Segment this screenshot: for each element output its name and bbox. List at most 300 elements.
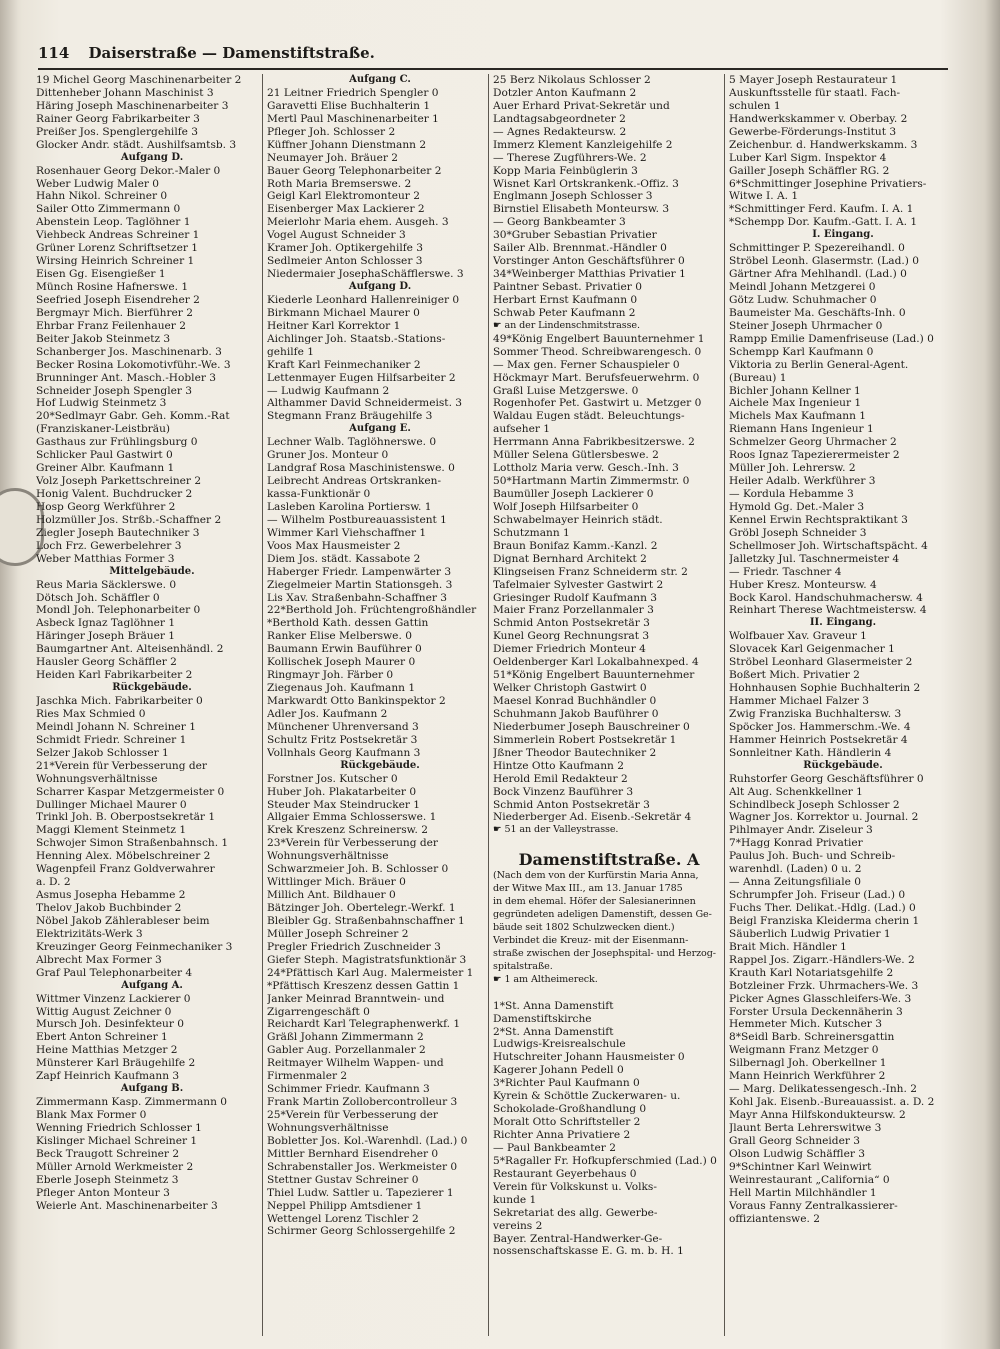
directory-entry: Haberger Friedr. Lampenwärter 3	[267, 565, 452, 578]
directory-entry: Wirsing Heinrich Schreiner 1	[36, 255, 195, 268]
directory-entry: Voraus Fanny Zentralkassierer-	[729, 1199, 898, 1212]
directory-entry: Sommer Theod. Schreibwarengesch. 0	[493, 345, 702, 358]
directory-entry: — Agnes Redakteursw. 2	[493, 125, 627, 138]
directory-entry: Hymold Gg. Det.-Maler 3	[729, 500, 865, 513]
directory-entry: 49*König Engelbert Bauunternehmer 1	[493, 332, 705, 345]
directory-entry: Rampp Emilie Damenfriseuse (Lad.) 0	[729, 332, 934, 345]
directory-entry: Hohnhausen Sophie Buchhalterin 2	[729, 682, 921, 695]
directory-entry: 21*Verein für Verbesserung der	[36, 759, 207, 772]
directory-entry: Kiederle Leonhard Hallenreiniger 0	[267, 293, 460, 306]
directory-entry: Lottholz Maria verw. Gesch.-Inh. 3	[493, 462, 679, 475]
directory-entry: Heiler Adalb. Werkführer 3	[729, 475, 876, 488]
directory-entry: Weinrestaurant „California“ 0	[729, 1173, 890, 1186]
directory-entry: Stegmann Franz Bräugehilfe 3	[267, 410, 433, 423]
street-note: (Nach dem von der Kurfürstin Maria Anna,	[493, 870, 699, 882]
directory-entry: Wimmer Karl Viehschaffner 1	[267, 526, 427, 539]
directory-entry: Birnstiel Elisabeth Monteursw. 3	[493, 203, 670, 216]
directory-entry: Ruhstorfer Georg Geschäftsführer 0	[729, 772, 924, 785]
directory-entry: Schuhmann Jakob Bauführer 0	[493, 707, 659, 720]
directory-entry: aufseher 1	[493, 423, 551, 436]
directory-entry: Ziegenaus Joh. Kaufmann 1	[267, 682, 416, 695]
directory-entry: Wittig August Zeichner 0	[36, 1005, 172, 1018]
directory-entry: Bock Vinzenz Bauführer 3	[493, 785, 634, 798]
directory-entry: 34*Weinberger Matthias Privatier 1	[493, 268, 686, 281]
directory-entry: Grüner Lorenz Schriftsetzer 1	[36, 242, 199, 255]
directory-entry: Zigarrengeschäft 0	[267, 1005, 370, 1018]
directory-entry: Rappel Jos. Zigarr.-Händlers-We. 2	[729, 953, 915, 966]
directory-entry: Schwab Peter Kaufmann 2	[493, 306, 636, 319]
directory-entry: Dullinger Michael Maurer 0	[36, 798, 187, 811]
directory-entry: Vogel August Schneider 3	[267, 229, 406, 242]
directory-entry: Dignat Bernhard Architekt 2	[493, 552, 647, 565]
directory-entry: 21 Leitner Friedrich Spengler 0	[267, 86, 439, 99]
directory-entry: Bergmayr Mich. Bierführer 2	[36, 306, 193, 319]
directory-entry: Aichele Max Ingenieur 1	[729, 397, 862, 410]
directory-entry: Jlaunt Berta Lehrerswitwe 3	[729, 1121, 882, 1134]
directory-entry: Huber Joh. Plakatarbeiter 0	[267, 785, 417, 798]
directory-entry: Wolfbauer Xav. Graveur 1	[729, 630, 867, 643]
directory-entry: Schneider Joseph Spengler 3	[36, 384, 193, 397]
directory-entry: Wettengel Lorenz Tischler 2	[267, 1212, 419, 1225]
directory-entry: Eisenberger Max Lackierer 2	[267, 203, 425, 216]
directory-entry: Gräßl Johann Zimmermann 2	[267, 1031, 424, 1044]
section-heading: Aufgang D.	[120, 151, 184, 163]
directory-entry: Viktoria zu Berlin General-Agent.	[729, 358, 909, 371]
directory-entry: Schmid Anton Postsekretär 3	[493, 617, 650, 630]
directory-entry: *Berthold Kath. dessen Gattin	[267, 617, 429, 630]
directory-entry: Schultz Fritz Postsekretär 3	[267, 733, 418, 746]
directory-entry: — Therese Zugführers-We. 2	[493, 151, 647, 164]
directory-entry: Slovacek Karl Geigenmacher 1	[729, 643, 895, 656]
directory-entry: Markwardt Otto Bankinspektor 2	[267, 695, 446, 707]
directory-entry: Wolf Joseph Hilfsarbeiter 0	[493, 500, 639, 513]
street-heading: Damenstiftstraße. A	[518, 850, 700, 870]
street-note: ☛ 1 am Altheimereck.	[493, 973, 598, 985]
directory-entry: 2*St. Anna Damenstift	[493, 1025, 614, 1038]
directory-entry: Baumann Erwin Bauführer 0	[267, 643, 422, 656]
directory-entry: Weber Matthias Former 3	[36, 552, 175, 565]
directory-entry: Schwarzmeier Joh. B. Schlosser 0	[267, 863, 449, 876]
directory-entry: Gewerbe-Förderungs-Institut 3	[729, 125, 897, 138]
directory-entry: Schindlbeck Joseph Schlosser 2	[729, 798, 900, 811]
section-heading: Aufgang C.	[349, 74, 411, 85]
directory-entry: Bobletter Jos. Kol.-Warenhdl. (Lad.) 0	[267, 1134, 468, 1147]
directory-entry: Schwojer Simon Straßenbahnsch. 1	[36, 837, 229, 850]
header-rule	[38, 68, 948, 70]
directory-entry: Ranker Elise Melberswe. 0	[267, 630, 412, 643]
directory-entry: Brait Mich. Händler 1	[729, 940, 847, 953]
directory-entry: Hemmeter Mich. Kutscher 3	[729, 1018, 882, 1031]
directory-entry: — Kordula Hebamme 3	[729, 488, 854, 500]
directory-entry: Herbart Ernst Kaufmann 0	[493, 293, 638, 306]
directory-entry: — Paul Bankbeamter 2	[493, 1141, 616, 1154]
directory-entry: Verein für Volkskunst u. Volks-	[493, 1180, 657, 1193]
directory-entry: Weigmann Franz Metzger 0	[729, 1044, 879, 1057]
directory-entry: Trinkl Joh. B. Oberpostsekretär 1	[36, 811, 216, 824]
directory-entry: Eberle Joseph Steinmetz 3	[36, 1173, 179, 1186]
page-header	[38, 44, 938, 70]
directory-entry: Ströbel Leonh. Glasermstr. (Lad.) 0	[729, 255, 920, 268]
directory-entry: Ströbel Leonhard Glasermeister 2	[729, 656, 913, 669]
directory-entry: Jalletzky Jul. Taschnermeister 4	[729, 552, 900, 565]
directory-entry: *Schmittinger Ferd. Kaufm. I. A. 1	[729, 203, 914, 216]
directory-entry: Schwabelmayer Heinrich städt.	[493, 513, 663, 526]
directory-entry: Waldau Eugen städt. Beleuchtungs-	[493, 410, 685, 423]
directory-entry: Meindl Johann Metzgerei 0	[729, 281, 876, 293]
directory-entry: Paulus Joh. Buch- und Schreib-	[729, 850, 896, 863]
directory-entry: 7*Hagg Konrad Privatier	[729, 837, 863, 850]
directory-entry: Griesinger Rudolf Kaufmann 3	[493, 591, 658, 604]
directory-entry: Scharrer Kaspar Metzgermeister 0	[36, 785, 225, 798]
directory-entry: 6*Schmittinger Josephine Privatiers-	[729, 177, 927, 190]
section-heading: Aufgang D.	[348, 281, 412, 292]
directory-entry: Bock Karol. Handschuhmachersw. 4	[729, 591, 923, 604]
directory-entry: Schmelzer Georg Uhrmacher 2	[729, 436, 897, 449]
street-note: ☛ 51 an der Valleystrasse.	[493, 824, 619, 836]
directory-entry: Zeichenbur. d. Handwerkskamm. 3	[729, 138, 918, 151]
directory-entry: Säuberlich Ludwig Privatier 1	[729, 927, 891, 940]
street-note: Verbindet die Kreuz- mit der Eisenmann-	[493, 934, 689, 946]
directory-entry: Schirmer Georg Schlossergehilfe 2	[267, 1225, 456, 1238]
directory-entry: Kohl Jak. Eisenb.-Bureauassist. a. D. 2	[729, 1096, 935, 1109]
directory-entry: Münch Rosine Hafnerswe. 1	[36, 281, 189, 293]
directory-entry: Geigl Karl Elektromonteur 2	[267, 190, 420, 203]
directory-entry: Sonnleitner Kath. Händlerin 4	[729, 746, 892, 759]
directory-entry: Gärtner Afra Mehlhandl. (Lad.) 0	[729, 268, 907, 281]
directory-entry: Pregler Friedrich Zuschneider 3	[267, 940, 441, 953]
directory-entry: Gasthaus zur Frühlingsburg 0	[36, 436, 198, 449]
directory-entry: Rogenhofer Pet. Gastwirt u. Metzger 0	[493, 397, 702, 410]
directory-entry: Herold Emil Redakteur 2	[493, 772, 628, 785]
directory-entry: Zimmermann Kasp. Zimmermann 0	[36, 1096, 228, 1109]
directory-entry: Picker Agnes Glasschleifers-We. 3	[729, 992, 912, 1005]
directory-entry: Steiner Joseph Uhrmacher 0	[729, 319, 883, 332]
street-note: spitalstraße.	[493, 960, 553, 972]
directory-entry: Englmann Joseph Schlosser 3	[493, 190, 653, 203]
directory-entry: Dötsch Joh. Schäffler 0	[36, 591, 160, 604]
directory-entry: Garavetti Elise Buchhalterin 1	[267, 99, 431, 112]
directory-entry: Firmenmaler 2	[267, 1070, 348, 1083]
directory-entry: Krauth Karl Notariatsgehilfe 2	[729, 966, 894, 979]
directory-entry: schulen 1	[729, 99, 781, 112]
directory-entry: Landtagsabgeordneter 2	[493, 112, 626, 125]
directory-entry: — Friedr. Taschner 4	[729, 565, 842, 578]
directory-entry: Höckmayr Mart. Berufsfeuerwehrm. 0	[493, 371, 700, 384]
directory-entry: Diemer Friedrich Monteur 4	[493, 643, 646, 656]
directory-entry: Fuchs Ther. Delikat.-Hdlg. (Lad.) 0	[729, 902, 916, 914]
section-heading: Rückgebäude.	[340, 759, 420, 771]
directory-entry: — Marg. Delikatessengesch.-Inh. 2	[729, 1083, 917, 1096]
directory-column-1	[36, 74, 268, 1336]
directory-entry: Küffner Johann Dienstmann 2	[267, 138, 427, 151]
directory-entry: Maggi Klement Steinmetz 1	[36, 824, 187, 837]
directory-entry: Müller Arnold Werkmeister 2	[36, 1160, 194, 1173]
directory-entry: Roos Ignaz Tapezierermeister 2	[729, 449, 900, 462]
directory-entry: Pihlmayer Andr. Ziseleur 3	[729, 824, 873, 837]
directory-entry: Pfleger Joh. Schlosser 2	[267, 125, 396, 138]
directory-entry: Kyrein & Schöttle Zuckerwaren- u.	[493, 1090, 681, 1103]
directory-entry: Albrecht Max Former 3	[36, 953, 162, 966]
directory-entry: Moralt Otto Schriftsteller 2	[493, 1116, 641, 1129]
directory-entry: Ebert Anton Schreiner 1	[36, 1031, 168, 1044]
directory-entry: Schrumpfer Joh. Friseur (Lad.) 0	[729, 889, 906, 902]
directory-entry: Silbernagl Joh. Oberkellner 1	[729, 1057, 887, 1070]
directory-entry: Boßert Mich. Privatier 2	[729, 669, 860, 682]
directory-entry: 51*König Engelbert Bauunternehmer	[493, 669, 695, 682]
directory-entry: Münchener Uhrenversand 3	[267, 720, 419, 733]
directory-entry: Selzer Jakob Schlosser 1	[36, 746, 169, 759]
directory-entry: Hausler Georg Schäffler 2	[36, 656, 177, 669]
directory-entry: Bleibler Gg. Straßenbahnschaffner 1	[267, 914, 465, 927]
directory-entry: Michels Max Kaufmann 1	[729, 410, 867, 423]
page-title: Daiserstraße — Damenstiftstraße.	[88, 44, 375, 62]
directory-entry: Vollnhals Georg Kaufmann 3	[267, 746, 421, 759]
directory-entry: 25*Verein für Verbesserung der	[267, 1109, 438, 1121]
directory-entry: Mittler Bernhard Eisendreher 0	[267, 1147, 439, 1160]
directory-entry: Schimmer Friedr. Kaufmann 3	[267, 1083, 430, 1096]
street-note: bäude seit 1802 Schulzwecken dient.)	[493, 922, 675, 933]
street-note: der Witwe Max III., am 13. Januar 1785	[493, 883, 683, 895]
directory-entry: 22*Berthold Joh. Früchtengroßhändler	[267, 604, 477, 617]
directory-entry: Beck Traugott Schreiner 2	[36, 1147, 180, 1160]
directory-entry: Alt Aug. Schenkkellner 1	[729, 785, 863, 798]
directory-entry: Althammer David Schneidermeist. 3	[267, 397, 463, 410]
directory-entry: Häring Joseph Maschinenarbeiter 3	[36, 99, 229, 112]
directory-entry: Ludwigs-Kreisrealschule	[493, 1038, 626, 1051]
directory-entry: Mayr Anna Hilfskondukteursw. 2	[729, 1109, 906, 1121]
directory-entry: Müller Selena Gütlersbeswe. 2	[493, 449, 659, 462]
directory-entry: Kagerer Johann Pedell 0	[493, 1064, 624, 1077]
street-note: gegründeten adeligen Damenstift, dessen Ge-	[493, 909, 712, 921]
directory-entry: Maier Franz Porzellanmaler 3	[493, 604, 654, 617]
directory-entry: (Bureau) 1	[729, 371, 787, 384]
directory-entry: Roth Maria Bremserswe. 2	[267, 177, 412, 190]
directory-entry: Gruner Jos. Monteur 0	[267, 449, 389, 462]
section-heading: I. Eingang.	[812, 229, 874, 241]
directory-entry: 5*Ragaller Fr. Hofkupferschmied (Lad.) 0	[493, 1154, 717, 1167]
directory-entry: Schmittinger P. Spezereihandl. 0	[729, 242, 905, 255]
directory-entry: nossenschaftskasse E. G. m. b. H. 1	[493, 1245, 684, 1258]
directory-entry: Grall Georg Schneider 3	[729, 1134, 861, 1147]
directory-entry: Henning Alex. Möbelschreiner 2	[36, 850, 211, 863]
directory-entry: Baumeister Ma. Geschäfts-Inh. 0	[729, 306, 906, 319]
directory-entry: Wohnungsverhältnisse	[267, 850, 389, 863]
directory-entry: Kennel Erwin Rechtspraktikant 3	[729, 513, 908, 526]
directory-entry: Volz Joseph Parkettschreiner 2	[36, 475, 202, 488]
directory-entry: Lettenmayer Eugen Hilfsarbeiter 2	[267, 371, 456, 384]
directory-entry: 25 Berz Nikolaus Schlosser 2	[493, 74, 651, 86]
directory-entry: Auer Erhard Privat-Sekretär und	[493, 99, 670, 112]
directory-entry: Zapf Heinrich Kaufmann 3	[36, 1070, 180, 1083]
directory-entry: Kunel Georg Rechnungsrat 3	[493, 630, 650, 643]
directory-entry: Asmus Josepha Hebamme 2	[36, 889, 186, 902]
directory-entry: Richter Anna Privatiere 2	[493, 1129, 631, 1141]
directory-entry: Gailler Joseph Schäffler RG. 2	[729, 164, 890, 177]
directory-entry: Bayer. Zentral-Handwerker-Ge-	[493, 1232, 663, 1245]
directory-entry: Mertl Paul Maschinenarbeiter 1	[267, 112, 439, 125]
directory-entry: offiziantenswe. 2	[729, 1212, 820, 1225]
directory-entry: Welker Christoph Gastwirt 0	[493, 682, 647, 695]
directory-entry: Meierlohr Maria ehem. Ausgeh. 3	[267, 216, 449, 229]
directory-entry: Thelov Jakob Buchbinder 2	[36, 902, 182, 914]
directory-entry: Janker Meinrad Branntwein- und	[267, 992, 445, 1005]
directory-entry: Münsterer Karl Bräugehilfe 2	[36, 1057, 196, 1070]
directory-entry: a. D. 2	[36, 876, 71, 889]
directory-entry: Dittenheber Johann Maschinist 3	[36, 86, 214, 99]
directory-entry: Tafelmaier Sylvester Gastwirt 2	[493, 578, 664, 591]
directory-entry: Greiner Albr. Kaufmann 1	[36, 462, 175, 475]
directory-entry: Brunninger Ant. Masch.-Hobler 3	[36, 371, 217, 384]
directory-entry: Graßl Luise Metzgerswe. 0	[493, 384, 639, 397]
directory-column-2	[262, 74, 493, 1336]
directory-entry: Beiter Jakob Steinmetz 3	[36, 332, 171, 345]
directory-entry: Wenning Friedrich Schlosser 1	[36, 1121, 202, 1134]
directory-entry: — Georg Bankbeamter 3	[493, 216, 626, 229]
directory-entry: 24*Pfättisch Karl Aug. Malermeister 1	[267, 966, 474, 979]
directory-entry: Weber Ludwig Maler 0	[36, 177, 160, 190]
directory-entry: Schmid Anton Postsekretär 3	[493, 798, 650, 811]
directory-entry: Holzmüller Jos. Strßb.-Schaffner 2	[36, 513, 222, 526]
directory-entry: Mann Heinrich Werkführer 2	[729, 1070, 886, 1083]
directory-entry: Ziegelmeier Martin Stationsgeh. 3	[267, 578, 453, 591]
directory-entry: Lis Xav. Straßenbahn-Schaffner 3	[267, 591, 448, 604]
directory-entry: Paintner Sebast. Privatier 0	[493, 281, 642, 293]
directory-entry: Diem Jos. städt. Kassabote 2	[267, 552, 421, 565]
directory-entry: Becker Rosina Lokomotivführ.-We. 3	[36, 358, 231, 371]
directory-entry: 23*Verein für Verbesserung der	[267, 837, 438, 850]
directory-entry: Botzleiner Frzk. Uhrmachers-We. 3	[729, 979, 919, 992]
directory-entry: Allgaier Emma Schlosserswe. 1	[267, 811, 437, 824]
directory-entry: Immerz Klement Kanzleigehilfe 2	[493, 138, 673, 151]
street-note: straße zwischen der Josephspital- und Herzog-	[493, 947, 716, 959]
directory-entry: Rainer Georg Fabrikarbeiter 3	[36, 112, 200, 125]
directory-entry: 8*Seidl Barb. Schreinersgattin	[729, 1031, 895, 1044]
directory-entry: Meindl Johann N. Schreiner 1	[36, 720, 196, 733]
directory-entry: Jßner Theodor Bautechniker 2	[493, 746, 657, 759]
directory-entry: Sekretariat des allg. Gewerbe-	[493, 1206, 658, 1219]
directory-entry: Baumgartner Ant. Alteisenhändl. 2	[36, 643, 224, 656]
directory-entry: Schmidt Friedr. Schreiner 1	[36, 733, 187, 746]
directory-entry: Ringmayr Joh. Färber 0	[267, 669, 394, 682]
section-heading: Rückgebäude.	[112, 682, 192, 694]
directory-entry: Preißer Jos. Spenglergehilfe 3	[36, 125, 199, 138]
directory-entry: Hintze Otto Kaufmann 2	[493, 759, 624, 772]
directory-entry: Ehrbar Franz Feilenhauer 2	[36, 319, 186, 332]
directory-entry: kunde 1	[493, 1193, 537, 1206]
directory-entry: Krek Kreszenz Schreinersw. 2	[267, 824, 428, 837]
directory-entry: Adler Jos. Kaufmann 2	[267, 707, 388, 720]
directory-entry: Maesel Konrad Buchhändler 0	[493, 695, 657, 707]
directory-entry: 19 Michel Georg Maschinenarbeiter 2	[36, 74, 242, 86]
directory-entry: Lasleben Karolina Portiersw. 1	[267, 500, 432, 513]
directory-entry: Zwig Franziska Buchhaltersw. 3	[729, 707, 902, 720]
directory-entry: Braun Bonifaz Kamm.-Kanzl. 2	[493, 539, 658, 552]
street-note: ☛ an der Lindenschmitstrasse.	[493, 319, 640, 331]
directory-entry: Elektrizitäts-Werk 3	[36, 927, 143, 940]
directory-entry: Hutschreiter Johann Hausmeister 0	[493, 1051, 685, 1064]
directory-entry: Lechner Walb. Taglöhnerswe. 0	[267, 436, 437, 449]
directory-entry: Pfleger Anton Monteur 3	[36, 1186, 170, 1199]
directory-entry: Aichlinger Joh. Staatsb.-Stations-	[267, 332, 446, 345]
directory-entry: Ries Max Schmied 0	[36, 707, 146, 720]
directory-entry: Kreuzinger Georg Feinmechaniker 3	[36, 940, 233, 953]
directory-entry: Baumüller Joseph Lackierer 0	[493, 488, 654, 500]
directory-entry: Auskunftsstelle für staatl. Fach-	[729, 86, 901, 99]
directory-entry: kassa-Funktionär 0	[267, 488, 371, 500]
directory-entry: Neppel Philipp Amtsdiener 1	[267, 1199, 423, 1212]
directory-entry: Damenstiftskirche	[493, 1012, 592, 1025]
directory-entry: Riemann Hans Ingenieur 1	[729, 423, 874, 436]
directory-entry: Klingseisen Franz Schneiderm str. 2	[493, 565, 688, 578]
directory-entry: Niederbumer Joseph Bauschreiner 0	[493, 720, 690, 733]
directory-entry: Gabler Aug. Porzellanmaler 2	[267, 1044, 426, 1057]
section-heading: Rückgebäude.	[803, 759, 883, 771]
directory-entry: Hammer Michael Falzer 3	[729, 695, 870, 707]
directory-entry: 9*Schintner Karl Weinwirt	[729, 1160, 872, 1173]
directory-entry: Schempp Karl Kaufmann 0	[729, 345, 874, 358]
directory-entry: *Pfättisch Kreszenz dessen Gattin 1	[267, 979, 460, 992]
directory-entry: Abenstein Leop. Taglöhner 1	[36, 216, 191, 229]
directory-entry: Reinhart Therese Wachtmeistersw. 4	[729, 604, 927, 617]
directory-entry: 5 Mayer Joseph Restaurateur 1	[729, 74, 898, 86]
directory-entry: Wohnungsverhältnisse	[267, 1121, 389, 1134]
directory-entry: Bauer Georg Telephonarbeiter 2	[267, 164, 442, 177]
directory-entry: Schlicker Paul Gastwirt 0	[36, 449, 173, 462]
binding-edge	[0, 0, 18, 1349]
directory-entry: Heitner Karl Korrektor 1	[267, 319, 401, 332]
section-heading: II. Eingang.	[809, 617, 877, 629]
page-number: 114	[38, 44, 70, 62]
directory-entry: Steuder Max Steindrucker 1	[267, 798, 421, 811]
directory-entry: Jaschka Mich. Fabrikarbeiter 0	[36, 695, 203, 707]
directory-entry: Sedlmeier Anton Schlosser 3	[267, 255, 423, 268]
section-heading: Mittelgebäude.	[109, 565, 195, 577]
directory-entry: Ziegler Joseph Bautechniker 3	[36, 526, 200, 539]
directory-entry: Wagner Jos. Korrektor u. Journal. 2	[729, 811, 919, 824]
directory-entry: Wagenpfeil Franz Goldverwahrer	[36, 863, 215, 876]
directory-entry: Mondl Joh. Telephonarbeiter 0	[36, 604, 201, 617]
directory-entry: Kraft Karl Feinmechaniker 2	[267, 358, 421, 371]
directory-entry: Hosp Georg Werkführer 2	[36, 500, 176, 513]
directory-entry: Voos Max Hausmeister 2	[267, 539, 401, 552]
directory-column-3	[488, 74, 725, 1336]
directory-entry: Bichler Johann Kellner 1	[729, 384, 861, 397]
directory-entry: Restaurant Geyerbehaus 0	[493, 1167, 637, 1180]
directory-entry: Thiel Ludw. Sattler u. Tapezierer 1	[267, 1186, 454, 1199]
directory-entry: Graf Paul Telephonarbeiter 4	[36, 966, 193, 979]
directory-entry: Wohnungsverhältnisse	[36, 772, 158, 785]
directory-entry: Simmerlein Robert Postsekretär 1	[493, 733, 677, 746]
directory-entry: Huber Kresz. Monteursw. 4	[729, 578, 877, 591]
directory-entry: Vorstinger Anton Geschäftsführer 0	[493, 255, 685, 268]
directory-entry: Giefer Steph. Magistratsfunktionär 3	[267, 953, 467, 966]
directory-entry	[493, 837, 725, 850]
directory-entry: Frank Martin Zollobercontrolleur 3	[267, 1096, 458, 1109]
directory-entry: Schokolade-Großhandlung 0	[493, 1103, 647, 1116]
directory-entry: Spöcker Jos. Hammerschm.-We. 4	[729, 720, 911, 733]
directory-entry: Herrmann Anna Fabrikbesitzerswe. 2	[493, 436, 695, 449]
directory-column-4	[724, 74, 957, 1336]
directory-entry: Mursch Joh. Desinfekteur 0	[36, 1018, 185, 1031]
directory-entry: Neumayer Joh. Bräuer 2	[267, 151, 399, 164]
directory-entry: — Max gen. Ferner Schauspieler 0	[493, 358, 680, 371]
directory-entry: Wisnet Karl Ortskrankenk.-Offiz. 3	[493, 177, 679, 190]
directory-entry: Heine Matthias Metzger 2	[36, 1044, 178, 1057]
section-heading: Aufgang A.	[121, 979, 183, 991]
directory-entry: *Schempp Dor. Kaufm.-Gatt. I. A. 1	[729, 216, 918, 229]
directory-entry: Schrabenstaller Jos. Werkmeister 0	[267, 1160, 458, 1173]
directory-entry: 1*St. Anna Damenstift	[493, 999, 614, 1012]
